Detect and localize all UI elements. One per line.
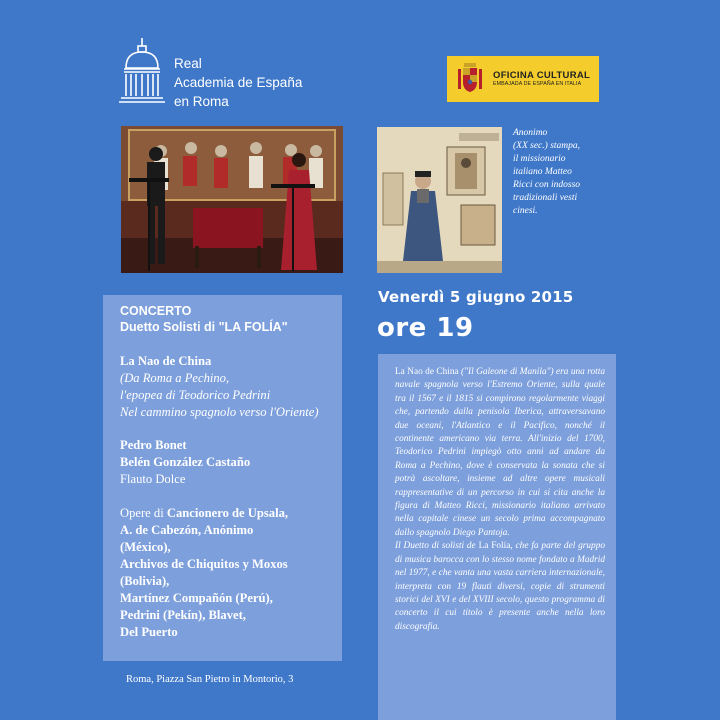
event-date: Venerdì 5 giugno 2015 [378,288,574,306]
academia-name-line: Academia de España [174,75,303,90]
caption-line: Ricci con indosso [513,180,581,190]
description-panel [378,354,616,720]
program-subtitle-line: l'epopea di Teodorico Pedrini [120,388,271,402]
academia-name [174,54,302,111]
program-subtitle-line: (Da Roma a Pechino, [120,371,230,385]
work-item: (Bolivia), [120,574,170,588]
performer-name: Pedro Bonet [120,438,187,452]
concert-heading: CONCERTO [120,304,192,318]
oficina-cultural-badge [447,56,599,102]
description-body: Il Duetto di solisti de [395,541,479,552]
caption-line: tradizionali vesti [513,193,578,203]
event-time: ore 19 [377,313,474,343]
performer-name: Belén González Castaño [120,455,251,469]
description-paragraph [395,540,605,634]
matteo-ricci-print [377,127,502,273]
concert-details-panel [103,295,342,661]
program-title: La Nao de China [120,354,212,368]
description-ensemble-name: La Folía [478,541,511,552]
work-item: (México), [120,540,171,554]
works-prefix: Opere di [120,506,167,520]
description-body: , che fa parte del gruppo di musica barocca con lo stesso nome fondato a Madrid nel 1977, e che vanta una vasta carriera internazionale, interpreta con 19 flauti diversi, copie di strumenti storici del XVI e del XVIII secolo, questo programma di concerto il cui titolo è presente anche nella loro discografia. [395,541,606,632]
work-item: Martínez Compañón (Perú), [120,591,273,605]
academia-name-line: en Roma [174,94,229,109]
program-subtitle-line: Nel cammino spagnolo verso l'Oriente) [120,405,319,419]
caption-line: Anonimo [513,128,548,138]
work-item: Del Puerto [120,625,178,639]
description-body: era una rotta navale spagnola verso l'Estremo Oriente, sulla quale tra il 1567 e il 1815 si compirono regolarmente viaggi che, partendo dalla penisola Iberica, attraversavano due oceani, l'Atlantico e il Pacifico, nonché il continente americano via terra. All'inizio del 1700, Teodorico Pedrini impiegò otto anni ad andare da Roma a Pechino, dove è conservata la sonata che si potrà ascoltare, insieme ad altre opere musicali rappresentative di un percorso in cui si cita anche la figura di Matteo Ricci, missionario italiano arrivato nella capitale cinese un secolo prima accompagnato dallo spagnolo Diego Pantoja. [395,367,605,538]
print-caption [513,127,603,218]
academia-name-line: Real [174,56,202,71]
description-ship-alias: ("Il Galeone di Manila") [461,367,554,377]
caption-line: il missionario [513,154,566,164]
venue-address: Roma, Piazza San Pietro in Montorio, 3 [126,674,294,685]
description-text [395,366,605,634]
caption-line: italiano Matteo [513,167,572,177]
works-line [120,506,288,521]
description-ship-name: La Nao de China [395,367,462,377]
concert-photo [121,126,343,273]
academia-logo-icon [118,38,166,106]
caption-line: cinesi. [513,206,538,216]
caption-line: (XX sec.) stampa, [513,141,581,151]
spanish-coat-of-arms-icon [455,61,485,97]
oficina-subtitle: EMBAJADA DE ESPAÑA EN ITALIA [493,81,582,87]
ensemble-name: Duetto Solisti di "LA FOLÍA" [120,320,288,334]
work-item: Cancionero de Upsala, [166,506,289,520]
work-item: Archivos de Chiquitos y Moxos [120,557,288,571]
work-item: A. de Cabezón, Anónimo [120,523,254,537]
description-paragraph [395,366,605,540]
work-item: Pedrini (Pekín), Blavet, [120,608,246,622]
oficina-title: OFICINA CULTURAL [493,70,591,81]
instrument: Flauto Dolce [120,472,186,486]
